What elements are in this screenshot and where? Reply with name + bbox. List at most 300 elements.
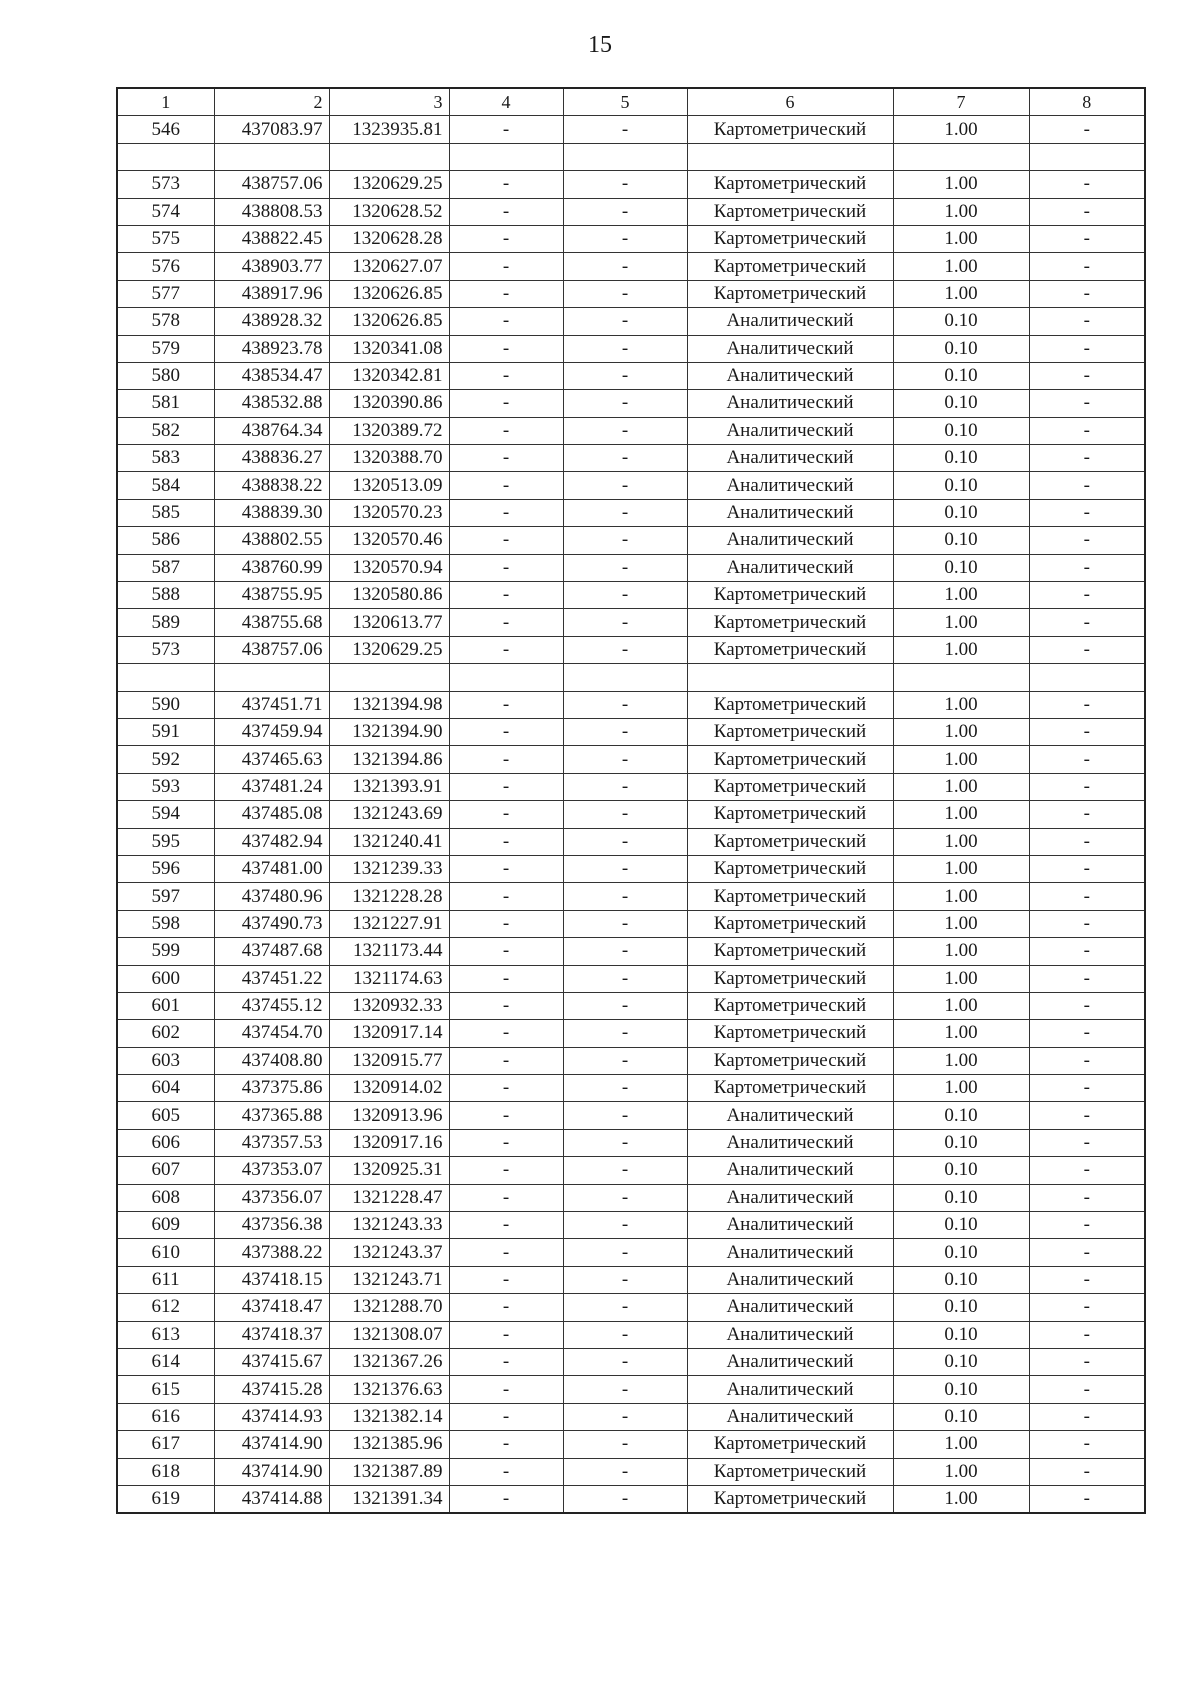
table-cell-col-1: 619 [117,1485,214,1513]
table-cell-col-8: - [1029,1020,1145,1047]
table-cell-col-5: - [563,1212,687,1239]
table-cell-col-8: - [1029,472,1145,499]
table-cell-col-5: - [563,390,687,417]
table-cell-col-8: - [1029,1047,1145,1074]
table-row [117,527,1145,554]
table-cell-col-7: 1.00 [893,636,1029,663]
table-cell-col-2: 437414.90 [214,1458,329,1485]
table-cell-col-6: Картометрический [687,691,893,718]
table-cell-col-6: Картометрический [687,1047,893,1074]
table-row [117,143,1145,170]
table-cell-col-7: 1.00 [893,718,1029,745]
table-cell-col-3: 1320626.85 [329,280,449,307]
table-cell-col-3: 1320915.77 [329,1047,449,1074]
table-cell-col-5: - [563,1184,687,1211]
table-cell-col-3: 1321240.41 [329,828,449,855]
table-cell-col-1: 591 [117,718,214,745]
table-row [117,1239,1145,1266]
table-cell-col-7: 1.00 [893,965,1029,992]
table-cell-col-4: - [449,1157,563,1184]
table-cell-col-4: - [449,198,563,225]
table-cell-col-7 [893,143,1029,170]
table-cell-col-8: - [1029,746,1145,773]
table-cell-col-7: 0.10 [893,362,1029,389]
table-cell-col-4: - [449,417,563,444]
table-cell-col-2: 437353.07 [214,1157,329,1184]
table-cell-col-3: 1321228.47 [329,1184,449,1211]
table-cell-col-5: - [563,225,687,252]
table-cell-col-6: Картометрический [687,718,893,745]
table-cell-col-1 [117,143,214,170]
table-cell-col-3: 1320628.28 [329,225,449,252]
table-cell-col-8: - [1029,554,1145,581]
table-row [117,308,1145,335]
table-cell-col-8: - [1029,1403,1145,1430]
table-cell-col-6: 6 [687,88,893,116]
table-cell-col-6: Аналитический [687,1184,893,1211]
table-cell-col-2 [214,664,329,691]
table-cell-col-1: 605 [117,1102,214,1129]
table-cell-col-5 [563,143,687,170]
table-cell-col-2: 437451.22 [214,965,329,992]
table-row [117,1376,1145,1403]
table-cell-col-3: 1321393.91 [329,773,449,800]
table-cell-col-2: 437481.24 [214,773,329,800]
table-cell-col-4: - [449,1431,563,1458]
table-row [117,965,1145,992]
table-cell-col-1: 582 [117,417,214,444]
table-cell-col-4: - [449,1239,563,1266]
table-cell-col-8: - [1029,636,1145,663]
table-cell-col-4: - [449,1294,563,1321]
table-cell-col-6: Картометрический [687,582,893,609]
table-row [117,1458,1145,1485]
table-cell-col-6 [687,664,893,691]
table-cell-col-7: 1.00 [893,253,1029,280]
table-cell-col-2: 437451.71 [214,691,329,718]
table-cell-col-4: - [449,1102,563,1129]
table-cell-col-3: 1320628.52 [329,198,449,225]
table-cell-col-7: 1.00 [893,609,1029,636]
table-cell-col-7: 0.10 [893,1348,1029,1375]
table-cell-col-6: Картометрический [687,1075,893,1102]
table-cell-col-2: 438923.78 [214,335,329,362]
table-row [117,938,1145,965]
table-cell-col-3: 1320570.94 [329,554,449,581]
table-cell-col-6: Аналитический [687,390,893,417]
table-cell-col-4: - [449,938,563,965]
table-cell-col-3: 1323935.81 [329,116,449,143]
table-cell-col-8: - [1029,1239,1145,1266]
table-cell-col-5: - [563,280,687,307]
table-cell-col-5: - [563,691,687,718]
table-cell-col-5: - [563,609,687,636]
table-cell-col-6: Картометрический [687,801,893,828]
table-cell-col-5: - [563,1157,687,1184]
table-row [117,609,1145,636]
table-cell-col-2 [214,143,329,170]
table-cell-col-5: - [563,527,687,554]
table-cell-col-3: 1320570.46 [329,527,449,554]
table-cell-col-4: - [449,472,563,499]
table-cell-col-5: - [563,116,687,143]
table-cell-col-4: - [449,636,563,663]
table-cell-col-7: 1.00 [893,801,1029,828]
table-cell-col-4: - [449,1075,563,1102]
table-cell-col-8: - [1029,992,1145,1019]
table-cell-col-2: 437418.37 [214,1321,329,1348]
table-cell-col-1: 610 [117,1239,214,1266]
table-cell-col-5: - [563,1485,687,1513]
table-cell-col-1: 579 [117,335,214,362]
table-cell-col-8: - [1029,308,1145,335]
table-cell-col-6: Аналитический [687,1376,893,1403]
table-cell-col-7: 0.10 [893,1184,1029,1211]
table-cell-col-1: 604 [117,1075,214,1102]
table-cell-col-3: 1321173.44 [329,938,449,965]
table-cell-col-2: 437357.53 [214,1129,329,1156]
table-cell-col-4: - [449,225,563,252]
table-cell-col-6: Аналитический [687,335,893,362]
table-cell-col-5: - [563,171,687,198]
table-cell-col-8: - [1029,1266,1145,1293]
table-cell-col-3: 1321367.26 [329,1348,449,1375]
table-cell-col-1: 587 [117,554,214,581]
table-cell-col-7: 0.10 [893,1102,1029,1129]
table-cell-col-6: Аналитический [687,1239,893,1266]
table-cell-col-5 [563,664,687,691]
table-cell-col-3: 1320629.25 [329,171,449,198]
table-cell-col-7: 1.00 [893,1431,1029,1458]
table-cell-col-3: 1320570.23 [329,499,449,526]
table-row [117,198,1145,225]
table-cell-col-2: 437465.63 [214,746,329,773]
table-cell-col-2: 437454.70 [214,1020,329,1047]
table-row [117,472,1145,499]
table-cell-col-4: - [449,691,563,718]
table-cell-col-7 [893,664,1029,691]
table-cell-col-6: Аналитический [687,445,893,472]
table-cell-col-5: - [563,308,687,335]
table-cell-col-3: 1321385.96 [329,1431,449,1458]
table-cell-col-4: - [449,609,563,636]
table-cell-col-5: - [563,198,687,225]
table-cell-col-5: - [563,1348,687,1375]
table-cell-col-5: - [563,1047,687,1074]
table-cell-col-7: 0.10 [893,1403,1029,1430]
table-cell-col-5: - [563,855,687,882]
table-row [117,636,1145,663]
table-cell-col-7: 1.00 [893,855,1029,882]
table-cell-col-2: 437415.28 [214,1376,329,1403]
table-row [117,1348,1145,1375]
table-row [117,1212,1145,1239]
table-cell-col-8: - [1029,773,1145,800]
table-row [117,253,1145,280]
table-cell-col-6: Картометрический [687,636,893,663]
table-cell-col-3: 1320627.07 [329,253,449,280]
table-cell-col-4: - [449,1485,563,1513]
table-row [117,746,1145,773]
table-cell-col-2: 438838.22 [214,472,329,499]
table-cell-col-8: - [1029,198,1145,225]
table-cell-col-6: Аналитический [687,1266,893,1293]
table-cell-col-1: 574 [117,198,214,225]
table-row [117,116,1145,143]
table-cell-col-7: 1.00 [893,773,1029,800]
table-cell-col-6: Аналитический [687,527,893,554]
table-cell-col-5: - [563,445,687,472]
table-cell-col-2: 438808.53 [214,198,329,225]
table-cell-col-7: 1.00 [893,1020,1029,1047]
table-cell-col-3: 1321228.28 [329,883,449,910]
table-cell-col-4: - [449,718,563,745]
table-cell-col-8: - [1029,1321,1145,1348]
table-cell-col-6: Картометрический [687,910,893,937]
table-cell-col-4: - [449,1047,563,1074]
table-cell-col-8: - [1029,362,1145,389]
table-row [117,1157,1145,1184]
table-cell-col-7: 1.00 [893,582,1029,609]
table-cell-col-6: Аналитический [687,417,893,444]
table-cell-col-6: Картометрический [687,746,893,773]
table-cell-col-7: 1.00 [893,992,1029,1019]
table-cell-col-6: Аналитический [687,1129,893,1156]
table-cell-col-4: - [449,1020,563,1047]
table-cell-col-4: - [449,554,563,581]
table-cell-col-2: 437455.12 [214,992,329,1019]
table-cell-col-3: 1321391.34 [329,1485,449,1513]
table-cell-col-6: Аналитический [687,472,893,499]
table-cell-col-2: 438917.96 [214,280,329,307]
table-cell-col-2: 437482.94 [214,828,329,855]
table-cell-col-2: 437388.22 [214,1239,329,1266]
table-cell-col-2: 438757.06 [214,171,329,198]
table-cell-col-8: - [1029,691,1145,718]
table-cell-col-4: - [449,773,563,800]
table-cell-col-4: - [449,308,563,335]
table-cell-col-2: 438928.32 [214,308,329,335]
table-cell-col-7: 0.10 [893,1129,1029,1156]
table-row [117,1075,1145,1102]
table-cell-col-3: 1321387.89 [329,1458,449,1485]
table-cell-col-4: - [449,746,563,773]
table-cell-col-1: 615 [117,1376,214,1403]
table-cell-col-1: 599 [117,938,214,965]
table-cell-col-4: 4 [449,88,563,116]
table-cell-col-8: - [1029,1458,1145,1485]
table-cell-col-8: - [1029,938,1145,965]
table-cell-col-1: 576 [117,253,214,280]
table-cell-col-4: - [449,253,563,280]
table-cell-col-7: 1.00 [893,1458,1029,1485]
table-cell-col-3: 1320342.81 [329,362,449,389]
table-cell-col-1: 617 [117,1431,214,1458]
table-cell-col-4: - [449,1348,563,1375]
table-row [117,417,1145,444]
table-cell-col-4: - [449,883,563,910]
table-cell-col-1: 600 [117,965,214,992]
table-cell-col-4: - [449,1184,563,1211]
table-cell-col-7: 1.00 [893,1047,1029,1074]
table-cell-col-4: - [449,1266,563,1293]
table-cell-col-3: 3 [329,88,449,116]
table-cell-col-2: 437365.88 [214,1102,329,1129]
table-cell-col-7: 1.00 [893,691,1029,718]
table-cell-col-1: 573 [117,636,214,663]
table-cell-col-6: Картометрический [687,198,893,225]
table-cell-col-1: 602 [117,1020,214,1047]
table-row [117,1266,1145,1293]
table-cell-col-3: 1321243.69 [329,801,449,828]
table-cell-col-2: 437415.67 [214,1348,329,1375]
table-cell-col-1: 614 [117,1348,214,1375]
table-cell-col-3: 1320925.31 [329,1157,449,1184]
table-cell-col-8: - [1029,1212,1145,1239]
table-row [117,554,1145,581]
table-cell-col-3: 1321394.98 [329,691,449,718]
table-cell-col-1: 618 [117,1458,214,1485]
table-row [117,225,1145,252]
table-cell-col-1: 592 [117,746,214,773]
table-cell-col-8: - [1029,417,1145,444]
table-cell-col-1: 589 [117,609,214,636]
table-cell-col-3: 1320914.02 [329,1075,449,1102]
table-cell-col-8: - [1029,527,1145,554]
table-cell-col-5: - [563,1321,687,1348]
table-cell-col-1: 585 [117,499,214,526]
table-cell-col-6: Картометрический [687,992,893,1019]
table-cell-col-7: 1.00 [893,1485,1029,1513]
table-cell-col-4: - [449,335,563,362]
table-cell-col-2: 437356.38 [214,1212,329,1239]
table-cell-col-5: - [563,746,687,773]
table-cell-col-6: Картометрический [687,938,893,965]
table-cell-col-8: - [1029,1157,1145,1184]
table-cell-col-3: 1320629.25 [329,636,449,663]
table-row [117,362,1145,389]
table-cell-col-2: 437459.94 [214,718,329,745]
table-cell-col-8: - [1029,445,1145,472]
table-cell-col-7: 1.00 [893,883,1029,910]
table-cell-col-7: 0.10 [893,445,1029,472]
table-cell-col-8: - [1029,1485,1145,1513]
table-cell-col-5: - [563,1403,687,1430]
table-cell-col-2: 437485.08 [214,801,329,828]
table-cell-col-2: 437408.80 [214,1047,329,1074]
table-cell-col-7: 0.10 [893,1157,1029,1184]
table-cell-col-3: 1321243.71 [329,1266,449,1293]
table-cell-col-6: Картометрический [687,1431,893,1458]
table-cell-col-7: 0.10 [893,472,1029,499]
table-cell-col-5: - [563,965,687,992]
table-cell-col-3: 1321288.70 [329,1294,449,1321]
table-cell-col-3: 1321243.33 [329,1212,449,1239]
table-row [117,691,1145,718]
table-cell-col-1: 595 [117,828,214,855]
table-cell-col-1: 577 [117,280,214,307]
table-cell-col-7: 1.00 [893,910,1029,937]
table-cell-col-7: 0.10 [893,1321,1029,1348]
table-cell-col-5: - [563,938,687,965]
table-cell-col-3: 1321382.14 [329,1403,449,1430]
table-cell-col-5: - [563,636,687,663]
table-cell-col-2: 438839.30 [214,499,329,526]
table-cell-col-3: 1321394.90 [329,718,449,745]
table-row [117,801,1145,828]
table-cell-col-6: Картометрический [687,965,893,992]
table-row [117,445,1145,472]
table-cell-col-6: Картометрический [687,1485,893,1513]
table-cell-col-1: 613 [117,1321,214,1348]
table-cell-col-4: - [449,116,563,143]
table-cell-col-5: - [563,554,687,581]
table-cell-col-6: Картометрический [687,609,893,636]
table-cell-col-6: Аналитический [687,362,893,389]
table-cell-col-1 [117,664,214,691]
table-cell-col-1: 583 [117,445,214,472]
table-cell-col-7: 0.10 [893,390,1029,417]
table-cell-col-1: 611 [117,1266,214,1293]
table-cell-col-4: - [449,390,563,417]
table-cell-col-7: 0.10 [893,308,1029,335]
table-cell-col-3: 1321239.33 [329,855,449,882]
table-cell-col-6: Аналитический [687,1348,893,1375]
table-cell-col-2: 437083.97 [214,116,329,143]
table-cell-col-6: Аналитический [687,1157,893,1184]
table-cell-col-6: Картометрический [687,883,893,910]
table-row [117,1020,1145,1047]
table-row [117,773,1145,800]
table-cell-col-1: 581 [117,390,214,417]
table-cell-col-3: 1320580.86 [329,582,449,609]
table-row [117,910,1145,937]
table-cell-col-8 [1029,143,1145,170]
table-row [117,1485,1145,1513]
table-cell-col-4: - [449,992,563,1019]
table-cell-col-2: 438534.47 [214,362,329,389]
table-cell-col-7: 7 [893,88,1029,116]
table-cell-col-4: - [449,910,563,937]
table-cell-col-4: - [449,965,563,992]
table-cell-col-6: Картометрический [687,171,893,198]
table-cell-col-8: - [1029,1129,1145,1156]
table-cell-col-5: - [563,335,687,362]
table-cell-col-8: - [1029,253,1145,280]
table-cell-col-7: 0.10 [893,1266,1029,1293]
table-cell-col-2: 437414.90 [214,1431,329,1458]
table-cell-col-8: 8 [1029,88,1145,116]
table-cell-col-6: Картометрический [687,855,893,882]
table-cell-col-2: 437480.96 [214,883,329,910]
table-cell-col-6: Картометрический [687,280,893,307]
table-cell-col-7: 0.10 [893,1239,1029,1266]
table-cell-col-4 [449,143,563,170]
table-cell-col-7: 1.00 [893,171,1029,198]
table-cell-col-6: Картометрический [687,116,893,143]
table-cell-col-4 [449,664,563,691]
table-cell-col-2: 438760.99 [214,554,329,581]
table-cell-col-5: - [563,828,687,855]
table-row [117,664,1145,691]
table-cell-col-3: 1320388.70 [329,445,449,472]
table-cell-col-5: - [563,362,687,389]
table-cell-col-5: - [563,1376,687,1403]
table-cell-col-4: - [449,499,563,526]
table-cell-col-2: 438755.95 [214,582,329,609]
table-cell-col-1: 573 [117,171,214,198]
table-cell-col-5: - [563,1102,687,1129]
